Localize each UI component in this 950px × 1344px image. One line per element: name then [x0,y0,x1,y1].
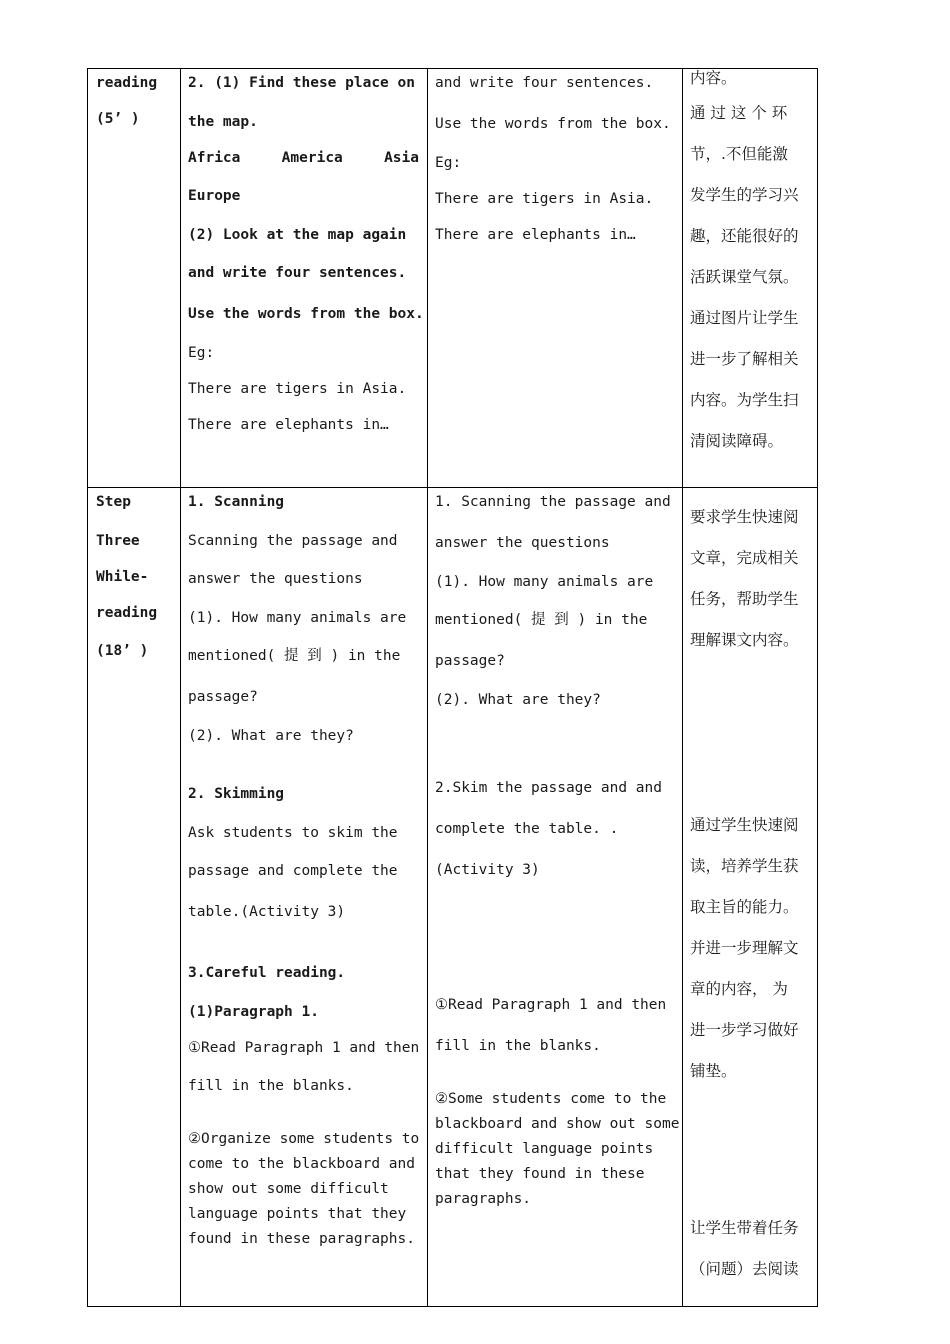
question-text: (1). How many animals are [188,610,407,626]
place-item: Europe [188,188,241,204]
purpose-text: 通过图片让学生 [690,309,799,327]
student-text: (1). How many animals are [435,574,654,590]
student-text: blackboard and show out some [435,1116,680,1132]
stage-text: reading [96,605,158,621]
spacer [435,718,674,768]
purpose-text: （问题）去阅读 [690,1260,799,1278]
purpose-text: 活跃课堂气氛。 [690,268,799,286]
lesson-plan-table [87,68,818,1307]
student-activity-cell [427,63,682,253]
purpose-text: 任务，帮助学生 [690,590,799,608]
student-text: fill in the blanks. [435,1038,601,1054]
section-heading: 3.Careful reading. [188,965,346,981]
purpose-text: 要求学生快速阅 [690,508,799,526]
activity-step: and write four sentences. [188,265,407,281]
teacher-activity-cell [180,482,427,1252]
activity-text: Ask students to skim the [188,825,398,841]
student-text: (Activity 3) [435,862,540,878]
spacer [188,1107,419,1127]
purpose-text: 趣，还能很好的 [690,227,799,245]
spacer [188,754,419,774]
purpose-cell [682,63,819,462]
stage-text: reading [96,75,158,91]
student-text: complete the table. . [435,821,619,837]
stage-time: (18’ ) [96,643,149,659]
section-heading: 2. Skimming [188,786,285,802]
activity-text: Scanning the passage and [188,533,398,549]
section-heading: 1. Scanning [188,494,285,510]
section-heading: (1)Paragraph 1. [188,1004,319,1020]
spacer [188,933,419,953]
spacer [690,661,811,805]
place-item: Africa [188,150,241,166]
purpose-cell [682,497,819,1290]
purpose-text: 并进一步理解文 [690,939,799,957]
place-item: America [281,150,343,166]
student-text: that they found in these [435,1166,645,1182]
example-sentence: There are tigers in Asia. [188,381,407,397]
purpose-text: 节，.不但能激 [690,145,788,163]
student-text: Use the words from the box. [435,116,671,132]
activity-step: (2) Look at the map again [188,227,407,243]
activity-text: fill in the blanks. [188,1078,354,1094]
example-sentence: There are elephants in… [188,417,389,433]
purpose-text: 章的内容， 为 [690,980,788,998]
student-text: answer the questions [435,535,610,551]
purpose-text: 取主旨的能力。 [690,898,799,916]
activity-text: come to the blackboard and [188,1156,415,1172]
purpose-text: 进一步了解相关 [690,350,799,368]
purpose-text: 通过学生快速阅 [690,816,799,834]
student-text: ②Some students come to the [435,1091,667,1107]
activity-step: 2. (1) Find these place on [188,75,415,91]
activity-text: ①Read Paragraph 1 and then [188,1040,420,1056]
student-text: 1. Scanning the passage and [435,494,671,510]
purpose-text: 理解课文内容。 [690,631,799,649]
student-text: paragraphs. [435,1191,532,1207]
spacer [690,1092,811,1208]
purpose-text: 读，培养学生获 [690,857,799,875]
student-text: ①Read Paragraph 1 and then [435,997,667,1013]
student-text: mentioned( 提 到 ) in the [435,612,648,628]
stage-time: (5’ ) [96,111,140,127]
stage-text: Step [96,494,131,510]
activity-text: show out some difficult [188,1181,389,1197]
stage-text: Three [96,533,140,549]
student-text: There are elephants in… [435,227,636,243]
activity-text: answer the questions [188,571,363,587]
purpose-text: 文章，完成相关 [690,549,799,567]
activity-text: passage and complete the [188,863,398,879]
purpose-text: 内容。 [690,69,737,87]
student-text: There are tigers in Asia. [435,191,654,207]
student-text: Eg: [435,155,462,171]
activity-text: ②Organize some students to [188,1131,420,1147]
purpose-text: 内容。为学生扫 [690,391,799,409]
activity-step: the map. [188,114,258,130]
stage-cell [88,63,180,134]
question-text: passage? [188,689,258,705]
student-activity-cell [427,482,682,1212]
teacher-activity-cell [180,63,427,443]
student-text: passage? [435,653,505,669]
stage-text: While- [96,569,149,585]
student-text: and write four sentences. [435,75,654,91]
student-text: difficult language points [435,1141,654,1157]
activity-text: language points that they [188,1206,407,1222]
activity-step: Use the words from the box. [188,306,424,322]
purpose-text: 清阅读障碍。 [690,432,784,450]
purpose-text: 进一步学习做好 [690,1021,799,1039]
student-text: (2). What are they? [435,692,601,708]
place-item: Asia [384,150,419,166]
spacer [435,1067,674,1087]
example-label: Eg: [188,345,215,361]
purpose-text: 通 过 这 个 环 [690,104,788,122]
student-text: 2.Skim the passage and and [435,780,662,796]
activity-text: table.(Activity 3) [188,904,346,920]
purpose-text: 发学生的学习兴 [690,186,799,204]
place-list [188,140,419,176]
spacer [435,891,674,985]
purpose-text: 铺垫。 [690,1062,737,1080]
question-text: mentioned( 提 到 ) in the [188,648,401,664]
activity-text: found in these paragraphs. [188,1231,415,1247]
purpose-text: 让学生带着任务 [690,1219,799,1237]
stage-cell [88,482,180,672]
question-text: (2). What are they? [188,728,354,744]
